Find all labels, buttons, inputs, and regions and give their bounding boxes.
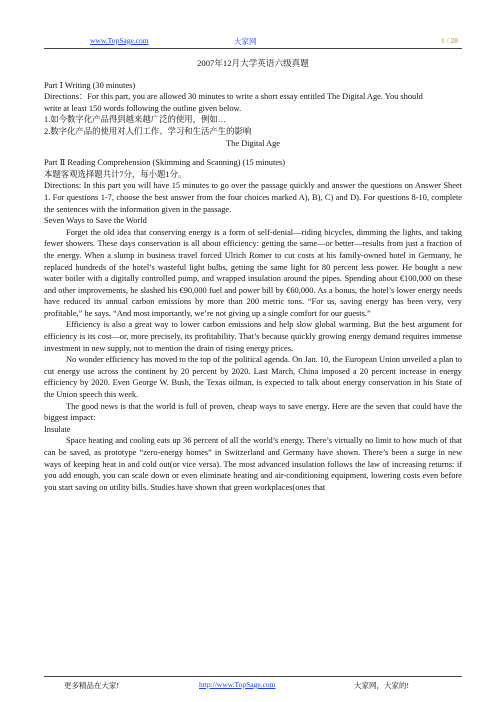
part2-heading: Part Ⅱ Reading Comprehension (Skimming and Scanning) (15 minutes) — [44, 158, 286, 168]
page-footer — [44, 676, 462, 691]
part1-directions-line2: write at least 150 words following the outline given below. — [44, 103, 242, 113]
essay-title: The Digital Age — [226, 138, 280, 148]
outline-point-2: 2.数字化产品的使用对人们工作、学习和生活产生的影响 — [44, 126, 252, 136]
document-title: 2007年12月大学英语六级真题 — [197, 58, 309, 68]
document-body — [44, 54, 462, 493]
site-name: 大家网 — [234, 37, 257, 46]
passage-title: Seven Ways to Save the World — [44, 216, 147, 226]
part2-note: 本题客观选择题共计7分，每小题1分。 — [44, 169, 187, 179]
passage-paragraph: Space heating and cooling eats up 36 percent of all the world’s energy. There’s virtually no limit to how much of that can be saved, as prototype “zero-energy homes” in Switzerland and Germany have shown. There’s been a surge in new ways of keeping heat in and cold out(or vice versa). The most advanced insulation follows the law of increasing returns: if you add enough, you can scale down or even eliminate heating and air-conditioning equipment, lowering costs even before you start saving on utility bills. Studies have shown that green workplaces(ones that — [44, 436, 462, 492]
footer-left-text: 更多精品在大家! — [64, 681, 119, 690]
part1-directions: Directions：For this part, you are allowed 30 minutes to write a short essay entitled The Digital Age. You should — [44, 92, 423, 102]
page-header — [44, 34, 462, 49]
footer-link[interactable]: http://www.TopSage.com — [199, 680, 276, 689]
outline-point-1: 1.如今数字化产品得到越来越广泛的使用，例如… — [44, 115, 227, 125]
passage-paragraph: Efficiency is also a great way to lower carbon emissions and help slow global warming. But the best argument for efficiency is its cost—or, more precisely, its profitability. That’s because quickly growing energy demand requires immense investment in new supply, not to mention the drain of rising energy prices. — [44, 320, 462, 353]
part2-directions: Directions: In this part you will have 15 minutes to go over the passage quickly and answer the questions on Answer Sheet 1. For questions 1-7, choose the best answer from the four choices marked A), B), C) and D). For questions 8-10, complete the sentences with the information given in the passage. — [44, 181, 462, 214]
passage-subheading: Insulate — [44, 424, 71, 434]
part1-heading: Part Ⅰ Writing (30 minutes) — [44, 80, 136, 90]
footer-right-text: 大家网，大家的! — [354, 681, 409, 690]
page-indicator: 1 / 28 — [440, 36, 458, 45]
passage-paragraph: No wonder efficiency has moved to the top of the political agenda. On Jan. 10, the European Union unveiled a plan to cut energy use across the continent by 20 percent by 2020. Last March, China imposed a 20 percent increase in energy efficiency by 2020. Even George W. Bush, the Texas oilman, is expected to talk about energy conservation in his State of the Union speech this week. — [44, 355, 462, 400]
passage-paragraph: Forget the old idea that conserving energy is a form of self-denial—riding bicycles, dimming the lights, and taking fewer showers. These days conservation is all about efficiency: getting the same—or better—results from just a fraction of the energy. When a slump in business travel forced Ulrich Romer to cut costs at his family-owned hotel in Germany, he replaced hundreds of the hotel’s wasteful light bulbs, getting the same light for 80 percent less power. He bought a new water boiler with a digitally controlled pump, and wrapped insulation around the pipes. Spending about €100,000 on these and other improvements, he slashed his €90,000 fuel and power bill by €60,000. As a bonus, the hotel’s lower energy needs have reduced its annual carbon emissions by more than 200 metric tons. “For us, saving energy has been very, very profitable,” he says. “And most importantly, we’re not giving up a single comfort for our guests.” — [44, 227, 462, 318]
passage-paragraph: The good news is that the world is full of proven, cheap ways to save energy. Here are the seven that could have the biggest impact: — [44, 401, 462, 423]
site-link[interactable]: www.TopSage.com — [90, 36, 149, 45]
